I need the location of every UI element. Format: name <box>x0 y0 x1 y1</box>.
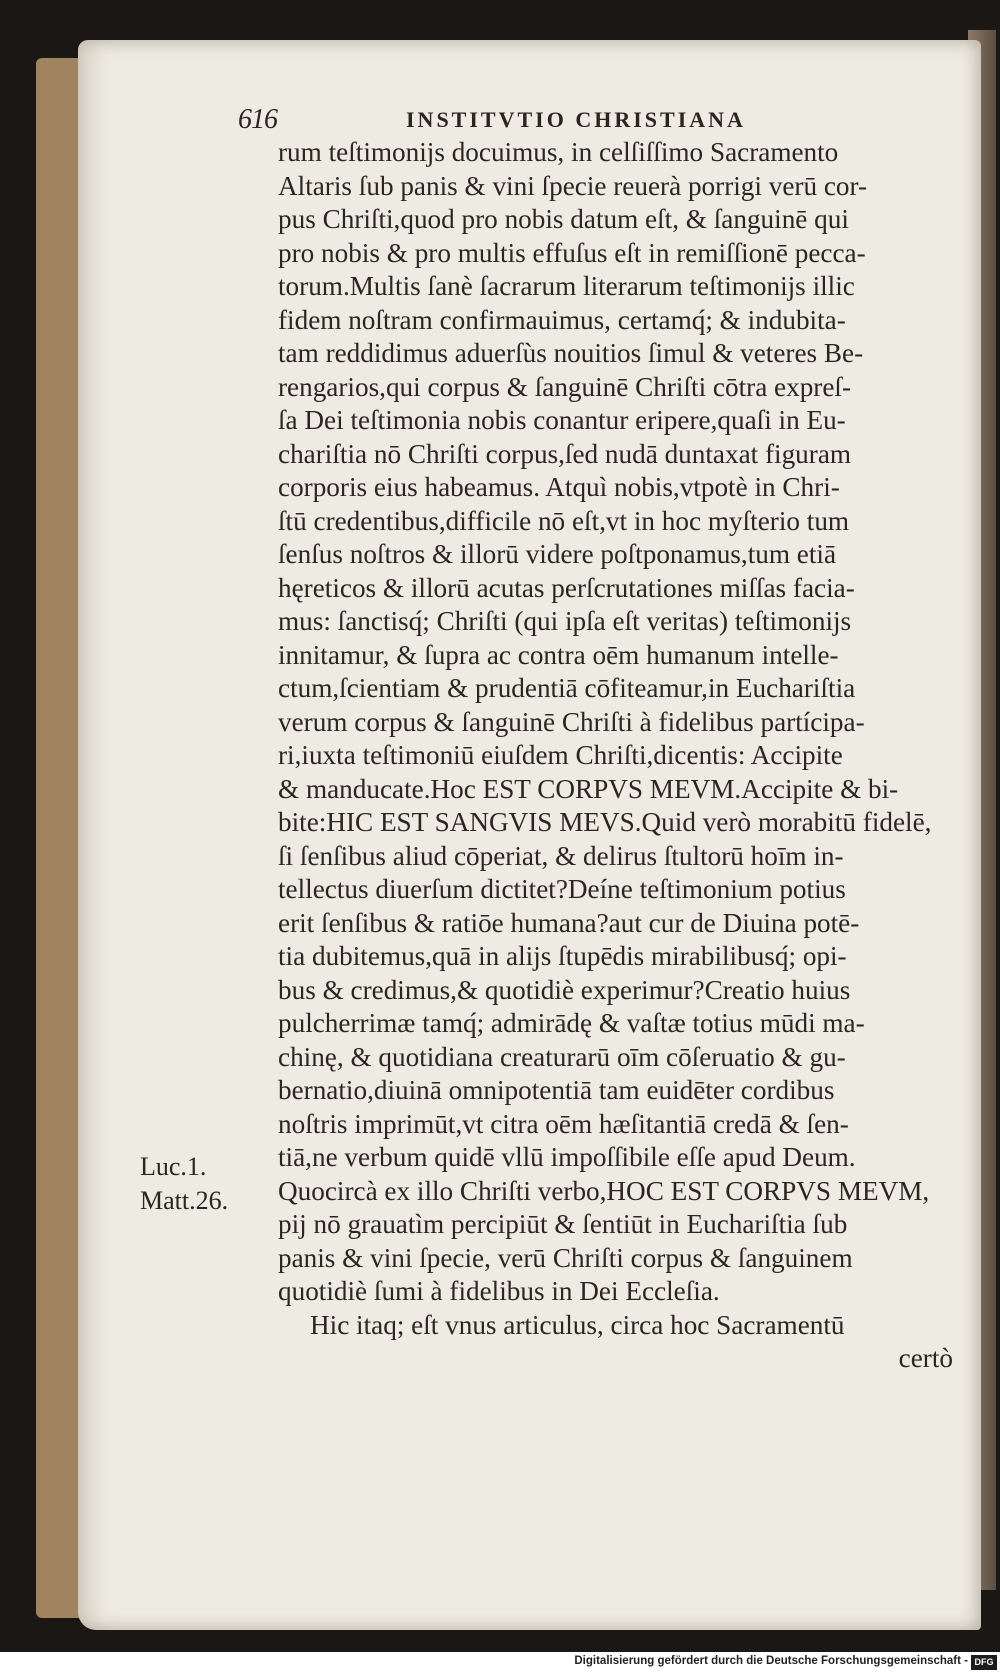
text-line: pij nō grauatìm percipiūt & ſentiūt in Euchariſtia ſub <box>278 1209 848 1239</box>
page-number: 616 <box>238 104 277 135</box>
footer-bar <box>0 1652 1000 1673</box>
text-line: pus Chriſti,quod pro nobis datum eſt, & ſanguinē qui <box>278 204 849 234</box>
text-line: rum teſtimonijs docuimus, in celſiſſimo Sacramento <box>278 137 839 167</box>
catchword: certò <box>898 1343 953 1373</box>
body-text <box>278 136 978 1376</box>
text-line: bite:HIC EST SANGVIS MEVS.Quid verò morabitū fidelē, <box>278 807 932 837</box>
text-line: tiā,ne verbum quidē vllū impoſſibile eſſe apud Deum. <box>278 1142 856 1172</box>
text-line: Altaris ſub panis & vini ſpecie reuerà porrigi verū cor- <box>278 170 868 201</box>
text-line: ſtū credentibus,difficile nō eſt,vt in hoc myſterio tum <box>278 505 850 536</box>
text-line: chinę, & quotidiana creaturarū oīm cōſeruatio & gu- <box>278 1041 846 1072</box>
text-line: bus & credimus,& quotidiè experimur?Creatio huius <box>278 974 851 1005</box>
dfg-logo-icon: DFG <box>971 1655 997 1670</box>
text-line: corporis eius habeamus. Atquì nobis,vtpotè in Chri- <box>278 472 840 502</box>
margin-notes <box>140 1150 228 1217</box>
text-line: hęreticos & illorū acutas perſcrutationes miſſas facia- <box>278 572 855 603</box>
text-line: noſtris imprimūt,vt citra oēm hæſitantiā credā & ſen- <box>278 1108 849 1139</box>
text-line: tellectus diuerſum dictitet?Deíne teſtimonium potius <box>278 874 846 904</box>
text-line: rengarios,qui corpus & ſanguinē Chriſti cōtra expreſ- <box>278 371 852 402</box>
text-line: mus: ſanctisq́; Chriſti (qui ipſa eſt veritas) teſtimonijs <box>278 606 852 636</box>
running-head: INSTITVTIO CHRISTIANA <box>406 107 746 132</box>
text-line: torum.Multis ſanè ſacrarum literarum teſtimonijs illic <box>278 271 855 301</box>
text-line: innitamur, & ſupra ac contra oēm humanum intelle- <box>278 639 839 670</box>
text-line: ſi ſenſibus aliud cōperiat, & delirus ſtultorū hoīm in- <box>278 840 844 871</box>
margin-note: Matt.26. <box>140 1185 229 1215</box>
text-line: ri,iuxta teſtimoniū eiuſdem Chriſti,dicentis: Accipite <box>278 740 843 770</box>
text-line: verum corpus & ſanguinē Chriſti à fidelibus partícipa- <box>278 706 865 737</box>
margin-note: Luc.1. <box>140 1152 207 1181</box>
footer-credit: Digitalisierung gefördert durch die Deutsche Forschungsgemeinschaft - <box>574 1655 968 1667</box>
text-line: tam reddidimus aduerſùs nouitios ſimul & veteres Be- <box>278 338 864 368</box>
text-line: erit ſenſibus & ratiōe humana?aut cur de Diuina potē- <box>278 907 860 938</box>
text-line: pulcherrimæ tamq́; admirādę & vaſtæ totius mūdi ma- <box>278 1008 865 1038</box>
text-line: chariſtia nō Chriſti corpus,ſed nudā duntaxat figuram <box>278 438 852 469</box>
text-line: Quocircà ex illo Chriſti verbo,HOC EST CORPVS MEVM, <box>278 1175 930 1206</box>
text-line: fidem noſtram confirmauimus, certamq́; & indubita- <box>278 304 846 335</box>
text-line: ſenſus noſtros & illorū videre poſtponamus,tum etiā <box>278 539 837 569</box>
text-line: bernatio,diuinā omnipotentiā tam euidēter cordibus <box>278 1075 835 1105</box>
text-line: panis & vini ſpecie, verū Chriſti corpus & ſanguinem <box>278 1242 853 1273</box>
text-line: ctum,ſcientiam & prudentiā cōfiteamur,in Euchariſtia <box>278 673 856 703</box>
text-line: quotidiè ſumi à fidelibus in Dei Eccleſia. <box>278 1276 720 1306</box>
text-line: pro nobis & pro multis effuſus eſt in remiſſionē pecca- <box>278 237 866 268</box>
text-line-paragraph-start: Hic itaq; eſt vnus articulus, circa hoc Sacramentū <box>310 1309 845 1340</box>
text-line: tia dubitemus,quā in alijs ſtupēdis mirabilibusq́; opi- <box>278 941 847 971</box>
text-line: ſa Dei teſtimonia nobis conantur eripere,quaſi in Eu- <box>278 405 846 435</box>
text-line: & manducate.Hoc EST CORPVS MEVM.Accipite & bi- <box>278 773 899 804</box>
